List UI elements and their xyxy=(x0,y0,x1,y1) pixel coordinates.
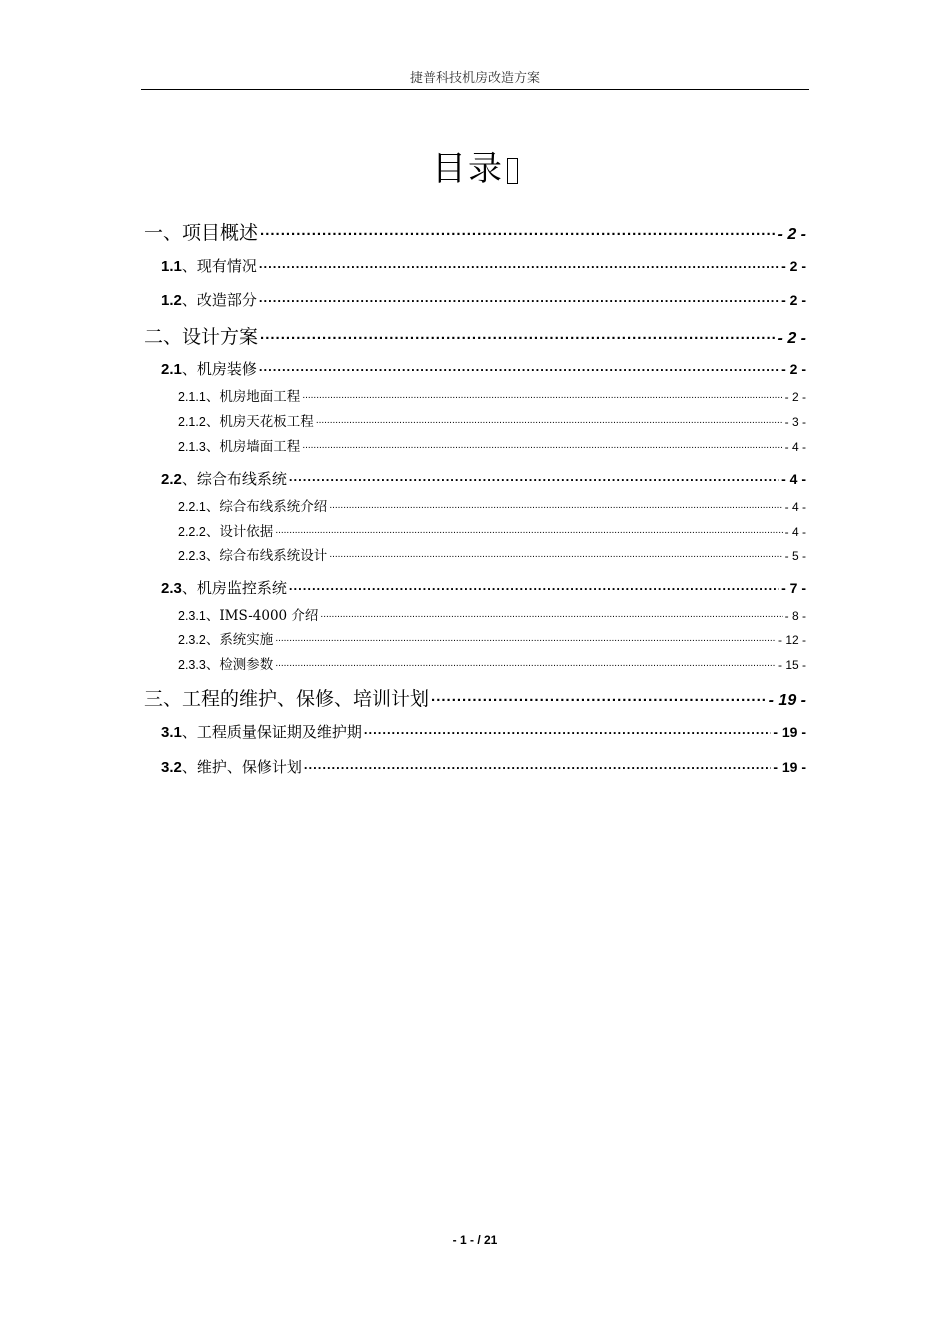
toc-entry[interactable] xyxy=(161,577,806,598)
toc-entry-separator: 、 xyxy=(181,758,197,776)
toc-entry[interactable] xyxy=(178,495,806,515)
toc-entry-page: - 2 - xyxy=(777,226,806,243)
toc-entry-number: 2.1 xyxy=(161,361,182,378)
toc-entry-separator: 、 xyxy=(181,470,197,488)
toc-entry-text: 机房监控系统 xyxy=(196,579,287,597)
toc-entry[interactable] xyxy=(161,289,806,310)
toc-dot-leader xyxy=(364,722,771,737)
toc-dot-leader xyxy=(431,686,767,705)
toc-title-text: 目录 xyxy=(432,149,504,189)
toc-entry-text: 现有情况 xyxy=(196,257,257,275)
toc-dot-leader xyxy=(260,220,776,239)
toc-entry-number: 2.3.3 xyxy=(178,658,206,672)
toc-entry-page: - 2 - xyxy=(777,330,806,347)
toc-dot-leader xyxy=(275,523,782,537)
toc-entry[interactable] xyxy=(144,684,806,711)
toc-entry-page: - 4 - xyxy=(784,500,806,514)
toc-entry-text: 机房天花板工程 xyxy=(219,414,314,430)
toc-entry-separator: 、 xyxy=(181,579,197,597)
toc-entry-separator: 、 xyxy=(205,608,220,624)
toc-entry-page: - 4 - xyxy=(784,440,806,454)
toc-entry-page: - 2 - xyxy=(784,390,806,404)
toc-dot-leader xyxy=(275,631,776,645)
toc-dot-leader xyxy=(304,757,771,772)
toc-entry[interactable] xyxy=(144,218,806,245)
toc-entry-number: 2.2.2 xyxy=(178,525,206,539)
toc-entry-text: 设计方案 xyxy=(182,326,259,348)
toc-entry[interactable] xyxy=(178,544,806,564)
toc-entry-text: 综合布线系统介绍 xyxy=(219,499,328,515)
toc-entry-page: - 15 - xyxy=(777,658,806,672)
page-footer xyxy=(0,1233,950,1247)
toc-entry[interactable] xyxy=(161,255,806,276)
toc-entry[interactable] xyxy=(178,435,806,455)
toc-entry-separator: 、 xyxy=(163,222,183,244)
toc-entry-separator: 、 xyxy=(205,439,220,455)
toc-entry-label xyxy=(161,721,362,742)
toc-entry-label xyxy=(161,577,287,598)
toc-entry-page: - 2 - xyxy=(781,258,806,274)
toc-entry-number: 2.2.3 xyxy=(178,549,206,563)
toc-entry-separator: 、 xyxy=(181,291,197,309)
toc-entry-separator: 、 xyxy=(181,723,197,741)
toc-entry-page: - 2 - xyxy=(781,292,806,308)
toc-entry-page: - 4 - xyxy=(784,525,806,539)
toc-entry-label xyxy=(178,435,300,455)
toc-entry-separator: 、 xyxy=(205,389,220,405)
toc-entry-text: 系统实施 xyxy=(219,632,274,648)
toc-entry-separator: 、 xyxy=(163,326,183,348)
toc-entry[interactable] xyxy=(144,322,806,349)
toc-entry-number: 二 xyxy=(144,326,164,348)
toc-entry-number: 2.3.2 xyxy=(178,633,206,647)
toc-entry-number: 2.3.1 xyxy=(178,609,206,623)
toc-entry-page: - 5 - xyxy=(784,549,806,563)
toc-entry-page: - 12 - xyxy=(777,633,806,647)
toc-entry-label xyxy=(161,358,257,379)
toc-entry-number: 2.1.2 xyxy=(178,415,206,429)
toc-entry-label xyxy=(178,385,300,405)
toc-entry-page: - 3 - xyxy=(784,415,806,429)
toc-entry-separator: 、 xyxy=(205,632,220,648)
toc-entry-page: - 19 - xyxy=(773,724,806,740)
toc-entry-text: 维护、保修计划 xyxy=(196,758,302,776)
toc-entry-number: 3.1 xyxy=(161,724,182,741)
toc-entry[interactable] xyxy=(161,756,806,777)
toc-entry-text: 综合布线系统设计 xyxy=(219,548,328,564)
header-title: 捷普科技机房改造方案 xyxy=(409,71,540,86)
toc-entry-label xyxy=(178,410,314,430)
toc-dot-leader xyxy=(329,547,782,561)
toc-entry-number: 3.2 xyxy=(161,759,182,776)
toc-entry-text: 工程质量保证期及维护期 xyxy=(196,723,362,741)
toc-entry-separator: 、 xyxy=(205,524,220,540)
toc-dot-leader xyxy=(320,607,782,621)
toc-dot-leader xyxy=(259,256,779,271)
toc-entry-separator: 、 xyxy=(163,688,183,710)
toc-entry[interactable] xyxy=(178,410,806,430)
toc-dot-leader xyxy=(289,469,779,484)
toc-entry-number: 2.2.1 xyxy=(178,500,206,514)
toc-entry-label xyxy=(161,756,302,777)
toc-entry[interactable] xyxy=(178,628,806,648)
toc-entry-label xyxy=(161,468,287,489)
toc-entry-text: 项目概述 xyxy=(182,222,259,244)
toc-entry-number: 2.3 xyxy=(161,580,182,597)
toc-entry-label xyxy=(144,218,258,245)
toc-dot-leader xyxy=(289,578,779,593)
toc-entry-page: - 7 - xyxy=(781,580,806,596)
toc-entry-separator: 、 xyxy=(205,657,220,673)
toc-entry[interactable] xyxy=(178,520,806,540)
toc-entry-text: 综合布线系统 xyxy=(196,470,287,488)
toc-entry-label xyxy=(178,520,273,540)
toc-dot-leader xyxy=(329,498,782,512)
toc-entry-text: 检测参数 xyxy=(219,657,274,673)
toc-entry-page: - 8 - xyxy=(784,609,806,623)
toc-entry-separator: 、 xyxy=(205,499,220,515)
toc-entry-label xyxy=(178,544,327,564)
toc-entry-number: 一 xyxy=(144,222,164,244)
toc-entry-text: 机房墙面工程 xyxy=(219,439,301,455)
toc-entry-text: 设计依据 xyxy=(219,524,274,540)
toc-dot-leader xyxy=(302,388,782,402)
toc-entry-page: - 2 - xyxy=(781,361,806,377)
toc-entry-label xyxy=(161,289,257,310)
toc-entry[interactable] xyxy=(161,721,806,742)
toc-entry[interactable] xyxy=(161,358,806,379)
toc-dot-leader xyxy=(259,359,779,374)
toc-entry-text: 机房地面工程 xyxy=(219,389,301,405)
toc-entry-number: 2.1.1 xyxy=(178,390,206,404)
toc-entry-number: 三 xyxy=(144,688,164,710)
page-number: - 1 - / 21 xyxy=(452,1233,498,1247)
toc-entry-text: 工程的维护、保修、培训计划 xyxy=(182,688,430,710)
toc-entry-text: IMS-4000 介绍 xyxy=(219,608,319,624)
toc-entry-label xyxy=(178,653,273,673)
toc-dot-leader xyxy=(316,413,783,427)
toc-entry-label xyxy=(161,255,257,276)
toc-dot-leader xyxy=(302,438,782,452)
toc-entry[interactable] xyxy=(178,385,806,405)
toc-entry-label xyxy=(178,604,318,624)
toc-entry-text: 机房装修 xyxy=(196,360,257,378)
toc-entry-page: - 19 - xyxy=(768,692,806,709)
toc-entry-label xyxy=(178,495,327,515)
toc-dot-leader xyxy=(260,324,776,343)
toc-entry-page: - 4 - xyxy=(781,471,806,487)
toc-entry-separator: 、 xyxy=(205,414,220,430)
toc-entry[interactable] xyxy=(178,653,806,673)
toc-entry-number: 1.1 xyxy=(161,258,182,275)
toc-entry-number: 2.1.3 xyxy=(178,440,206,454)
toc-entry-separator: 、 xyxy=(181,257,197,275)
toc-entry-number: 2.2 xyxy=(161,471,182,488)
toc-entry-separator: 、 xyxy=(205,548,220,564)
toc-entry-label xyxy=(178,628,273,648)
toc-dot-leader xyxy=(259,290,779,305)
toc-entry-page: - 19 - xyxy=(773,759,806,775)
toc-entry[interactable] xyxy=(161,468,806,489)
toc-entry-text: 改造部分 xyxy=(196,291,257,309)
toc-entry[interactable] xyxy=(178,604,806,624)
toc-entry-label xyxy=(144,684,429,711)
toc-entry-label xyxy=(144,322,258,349)
toc-entry-separator: 、 xyxy=(181,360,197,378)
toc-dot-leader xyxy=(275,656,776,670)
toc-entry-number: 1.2 xyxy=(161,292,182,309)
